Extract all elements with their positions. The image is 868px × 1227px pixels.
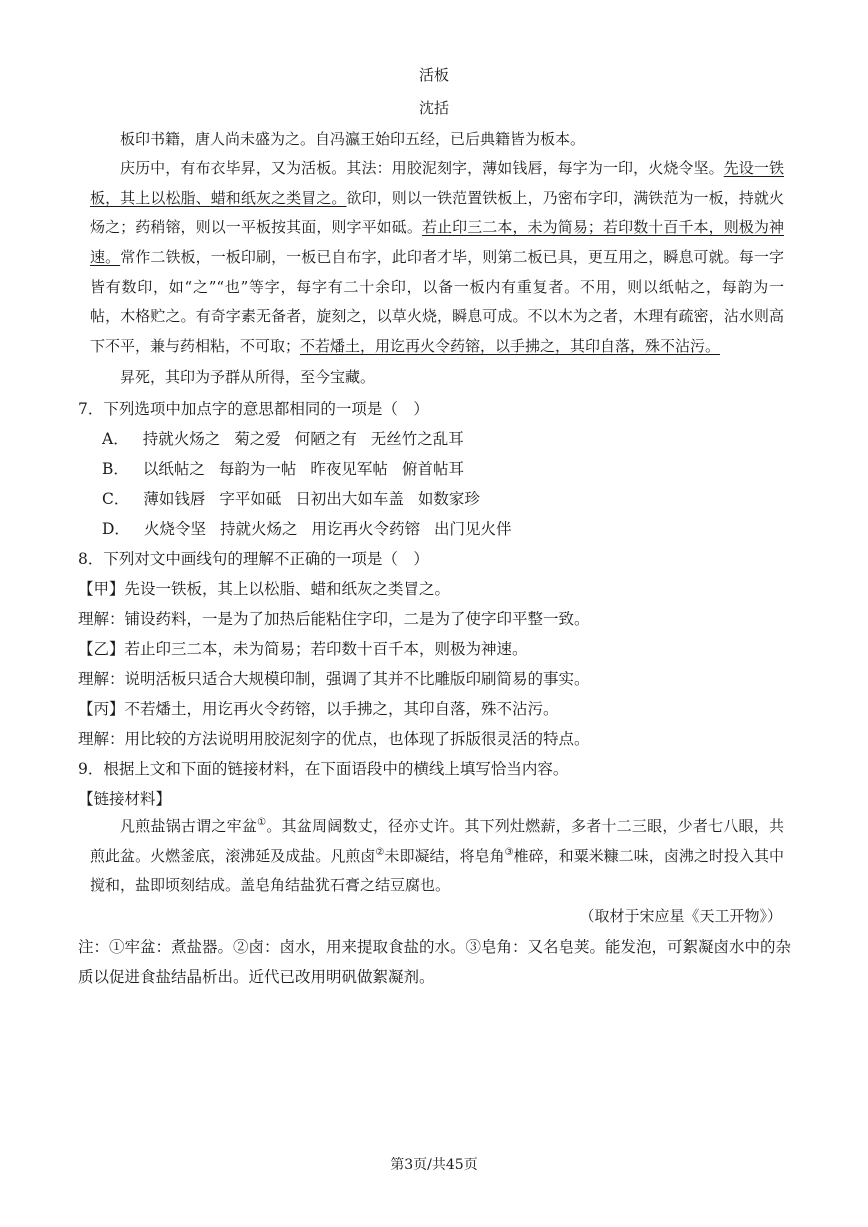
passage-paragraph-1: 板印书籍，唐人尚未盛为之。自冯瀛王始印五经，已后典籍皆为板本。 bbox=[120, 130, 586, 148]
passage-p2-line-2: 板，其上以松脂、蜡和纸灰之类冒之。欲印，则以一铁范置铁板上，乃密布字印，满铁范为一板，持就火 bbox=[90, 189, 784, 207]
underlined-sentence-bing: 不若燔土，用讫再火令药镕，以手拂之，其印自落，殊不沾污。 bbox=[300, 337, 721, 355]
question-7-option-b: B． 以纸帖之 每韵为一帖 昨夜见军帖 俯首帖耳 bbox=[102, 460, 464, 478]
passage-p2-line-7: 下不平，兼与药相粘，不可取；不若燔土，用讫再火令药镕，以手拂之，其印自落，殊不沾污。 bbox=[90, 337, 721, 355]
passage-author: 沈括 bbox=[418, 99, 449, 117]
link-material-line-2: 煎此盆。火燃釜底，滚沸延及成盐。凡煎卤②未即凝结，将皂角③椎碎，和粟米糠二味，卤沸之时投入其中 bbox=[90, 847, 784, 865]
link-material-title: 【链接材料】 bbox=[78, 790, 172, 808]
question-7-stem: 7．下列选项中加点字的意思都相同的一项是（ ） bbox=[78, 400, 429, 418]
underlined-sentence-jia: 先设一铁 bbox=[723, 159, 784, 177]
passage-p2-line-1: 庆历中，有布衣毕昇，又为活板。其法：用胶泥刻字，薄如钱唇，每字为一印，火烧令坚。先设一铁 bbox=[120, 159, 784, 177]
question-7-option-d: D． 火烧令坚 持就火炀之 用讫再火令药镕 出门见火伴 bbox=[102, 520, 512, 538]
page-number: 第3页/共45页 bbox=[390, 1157, 478, 1173]
question-9-stem: 9．根据上文和下面的链接材料，在下面语段中的横线上填写恰当内容。 bbox=[78, 760, 569, 778]
material-note-2: 质以促进食盐结晶析出。近代已改用明矾做絮凝剂。 bbox=[78, 968, 435, 986]
question-8-jia: 【甲】先设一铁板，其上以松脂、蜡和纸灰之类冒之。 bbox=[78, 580, 451, 598]
question-8-bing-understanding: 理解：用比较的方法说明用胶泥刻字的优点，也体现了拆版很灵活的特点。 bbox=[78, 730, 590, 748]
question-8-stem: 8．下列对文中画线句的理解不正确的一项是（ ） bbox=[78, 550, 429, 568]
material-note-1: 注：①牢盆：煮盐器。②卤：卤水，用来提取食盐的水。③皂角：又名皂荚。能发泡，可絮凝卤水中的杂 bbox=[78, 938, 792, 956]
underlined-sentence-jia-cont: 板，其上以松脂、蜡和纸灰之类冒之。 bbox=[90, 189, 347, 207]
link-material-line-1: 凡煎盐锅古谓之牢盆①。其盆周阔数丈，径亦丈许。其下列灶燃薪，多者十二三眼，少者七八眼，共 bbox=[120, 817, 784, 835]
passage-p2-line-4: 速。常作二铁板，一板印刷，一板已自布字，此印者才毕，则第二板已具，更互用之，瞬息可就。每一字 bbox=[90, 248, 784, 266]
passage-p2-line-3: 炀之；药稍镕，则以一平板按其面，则字平如砥。若止印三二本，未为简易；若印数十百千本，则极为神 bbox=[90, 218, 784, 236]
passage-paragraph-3: 昇死，其印为予群从所得，至今宝藏。 bbox=[120, 368, 376, 386]
question-8-yi-understanding: 理解：说明活板只适合大规模印制，强调了其并不比雕版印刷简易的事实。 bbox=[78, 670, 590, 688]
passage-title: 活板 bbox=[418, 66, 449, 84]
question-7-option-c: C． 薄如钱唇 字平如砥 日初出大如车盖 如数家珍 bbox=[102, 490, 480, 508]
material-source: （取材于宋应星《天工开物》） bbox=[579, 907, 782, 925]
underlined-sentence-yi: 若止印三二本，未为简易；若印数十百千本，则极为神 bbox=[421, 218, 784, 236]
underlined-sentence-yi-cont: 速。 bbox=[90, 248, 121, 266]
question-8-bing: 【丙】不若燔土，用讫再火令药镕，以手拂之，其印自落，殊不沾污。 bbox=[78, 700, 559, 718]
passage-p2-line-5: 皆有数印，如“之”“也”等字，每字有二十余印，以备一板内有重复者。不用，则以纸帖之，每韵为一 bbox=[90, 278, 784, 296]
question-8-jia-understanding: 理解：铺设药料，一是为了加热后能粘住字印，二是为了使字印平整一致。 bbox=[78, 610, 590, 628]
link-material-line-3: 搅和，盐即顷刻结成。盖皂角结盐犹石膏之结豆腐也。 bbox=[90, 876, 451, 894]
question-8-yi: 【乙】若止印三二本，未为简易；若印数十百千本，则极为神速。 bbox=[78, 640, 528, 658]
question-7-option-a: A． 持就火炀之 菊之爱 何陋之有 无丝竹之乱耳 bbox=[102, 430, 464, 448]
passage-p2-line-6: 帖，木格贮之。有奇字素无备者，旋刻之，以草火烧，瞬息可成。不以木为之者，木理有疏密，沾水则高 bbox=[90, 307, 784, 325]
